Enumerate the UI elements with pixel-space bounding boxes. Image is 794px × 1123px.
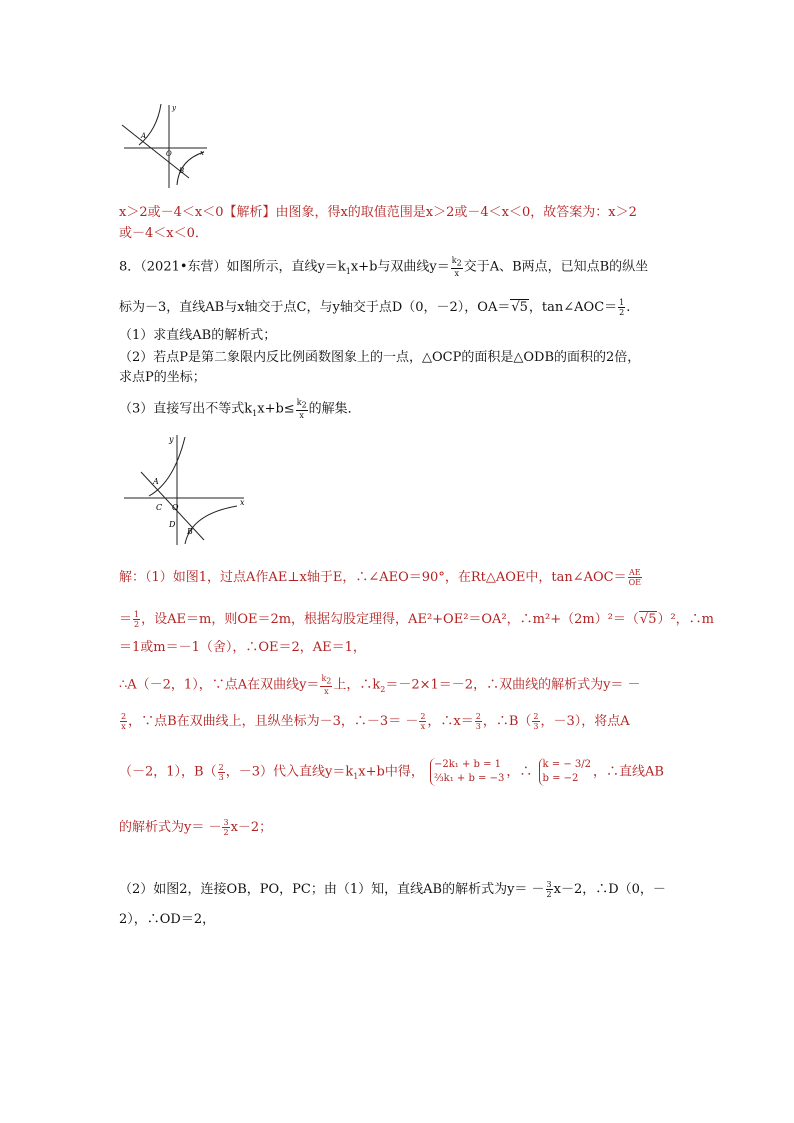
question-8-part-2a: （2）若点P是第二象限内反比例函数图象上的一点，△OCP的面积是△ODB的面积的2倍，: [119, 350, 641, 365]
question-8-part-3: （3）直接写出不等式$k_1x+b\le$ $\frac{k_2}{x}$ 的解集．: [119, 398, 361, 420]
point-c-label: C: [156, 503, 163, 512]
solution-part-2-line-1: （2）如图2，连接OB，PO，PC；由（1）知，直线AB的解析式为y＝ － $\frac{3}{2}$ x－2，∴D（0，－: [119, 880, 666, 899]
solution-line-2: ＝ $\frac{1}{2}$ ，设AE＝m，则OE＝2m，根据勾股定理得，AE²+OE²＝OA²，∴m²+（2m）²＝（√5）²，∴m: [119, 610, 715, 629]
answer-7-line-2: 或－4＜x＜0．: [119, 226, 208, 241]
origin-label: O: [172, 503, 179, 512]
hyperbola-graph-1: [119, 100, 214, 190]
question-8-part-2b: 求点P的坐标；: [119, 370, 206, 385]
point-a-label: A: [153, 477, 159, 486]
point-d-label: D: [169, 520, 176, 529]
point-a-label: A: [141, 132, 147, 140]
question-8-line-1: 8．（2021•东营）如图所示，直线$y=k_1x+b$与双曲线y＝ $\frac{k_2}{x}$ 交于A、B两点，已知点B的纵坐: [119, 256, 649, 278]
solution-line-7: 的解析式为y＝ － $\frac{3}{2}$ x－2；: [119, 818, 273, 837]
origin-label: O: [166, 150, 172, 158]
solution-line-6: （－2，1），B（ $\frac{2}{3}$ ，－3）代入直线$y=k_1x+b$中得， −2k₁ + b = 1 ⅔k₁ + b = −3 ，∴ k = − 3/2 b = −2 ，∴直线AB: [119, 759, 664, 784]
x-label: x: [200, 149, 204, 157]
solution-part-2-line-2: 2），∴OD＝2，: [119, 912, 216, 927]
question-8-part-1: （1）求直线AB的解析式；: [119, 328, 277, 343]
solution-line-3: ＝1或m＝－1（舍），∴OE＝2，AE＝1，: [119, 640, 366, 655]
hyperbola-graph-2: [119, 432, 249, 547]
y-label: y: [169, 435, 174, 444]
curve-lower-right: [185, 506, 237, 544]
solution-line-4: ∴A（－2，1），∵点A在双曲线y＝ $\frac{k_2}{x}$ 上，$\therefore k_2=-2\times 1=-2$，∴双曲线的解析式为y＝ －: [119, 674, 641, 696]
y-label: y: [172, 104, 176, 112]
answer-7-line-1: x＞2或－4＜x＜0【解析】由图象，得x的取值范围是x＞2或－4＜x＜0，故答案为：x＞2: [119, 205, 637, 220]
question-8-line-2: 标为－3，直线AB与x轴交于点C，与y轴交于点D（0，－2），OA＝√5，tan∠AOC＝ $\frac{1}{2}$ .: [119, 298, 631, 317]
solution-line-1: 解：（1）如图1，过点A作AE⊥x轴于E，∴∠AEO＝90°，在Rt△AOE中，tan∠AOC＝ $\frac{AE}{OE}$: [119, 568, 642, 587]
x-label: x: [240, 498, 245, 507]
solution-line-5: $\frac{2}{x}$ ，∵点B在双曲线上，且纵坐标为－3，∴－3＝ － $\frac{2}{x}$ ，∴x＝ $\frac{2}{3}$ ，∴B（ $\frac{2}{3}$ ，－3），将点A: [121, 712, 630, 731]
point-b-label: B: [187, 527, 193, 536]
point-b-label: B: [179, 167, 185, 175]
